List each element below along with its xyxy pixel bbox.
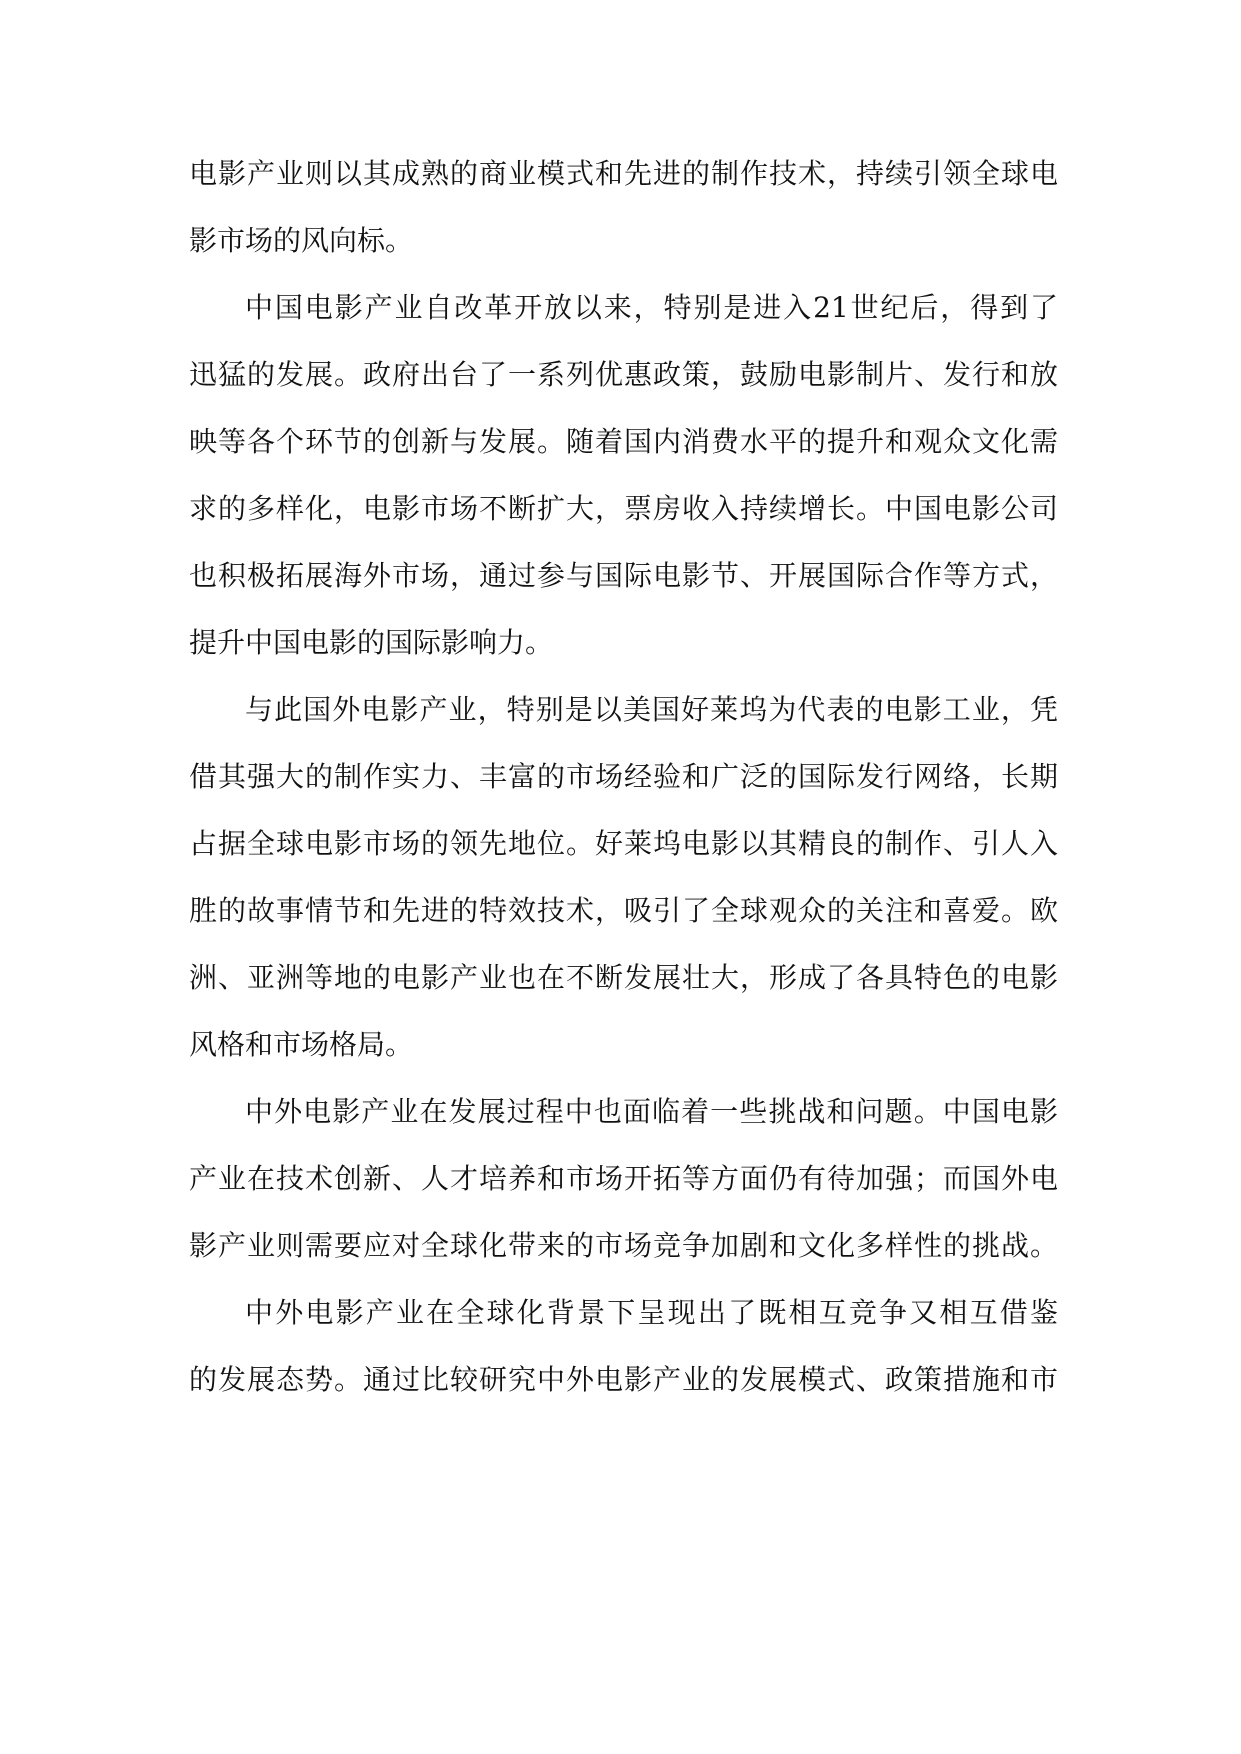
text-line: 提升中国电影的国际影响力。	[189, 626, 554, 659]
text-line: 电影产业则以其成熟的商业模式和先进的制作技术，持续引领全球电	[189, 157, 1058, 190]
text-line: 映等各个环节的创新与发展。随着国内消费水平的提升和观众文化需	[189, 425, 1058, 458]
text-line: 借其强大的制作实力、丰富的市场经验和广泛的国际发行网络，长期	[189, 760, 1058, 793]
text-line: 迅猛的发展。政府出台了一系列优惠政策，鼓励电影制片、发行和放	[189, 358, 1058, 391]
text-line: 影市场的风向标。	[189, 224, 414, 257]
text-line: 求的多样化，电影市场不断扩大，票房收入持续增长。中国电影公司	[189, 492, 1058, 525]
text-line: 的发展态势。通过比较研究中外电影产业的发展模式、政策措施和市	[189, 1363, 1058, 1396]
text-line: 影产业则需要应对全球化带来的市场竞争加剧和文化多样性的挑战。	[189, 1229, 1058, 1262]
text-line: 与此国外电影产业，特别是以美国好莱坞为代表的电影工业，凭	[245, 693, 1058, 726]
text-line: 胜的故事情节和先进的特效技术，吸引了全球观众的关注和喜爱。欧	[189, 894, 1058, 927]
text-line: 占据全球电影市场的领先地位。好莱坞电影以其精良的制作、引人入	[189, 827, 1058, 860]
text-line: 产业在技术创新、人才培养和市场开拓等方面仍有待加强；而国外电	[189, 1162, 1058, 1195]
text-line: 中外电影产业在全球化背景下呈现出了既相互竞争又相互借鉴	[245, 1296, 1058, 1329]
document-body	[189, 140, 1058, 1413]
text-line: 洲、亚洲等地的电影产业也在不断发展壮大，形成了各具特色的电影	[189, 961, 1058, 994]
text-line: 中国电影产业自改革开放以来，特别是进入21世纪后，得到了	[245, 291, 1058, 324]
text-line: 中外电影产业在发展过程中也面临着一些挑战和问题。中国电影	[245, 1095, 1058, 1128]
text-line: 也积极拓展海外市场，通过参与国际电影节、开展国际合作等方式，	[189, 559, 1058, 592]
text-line: 风格和市场格局。	[189, 1028, 414, 1061]
